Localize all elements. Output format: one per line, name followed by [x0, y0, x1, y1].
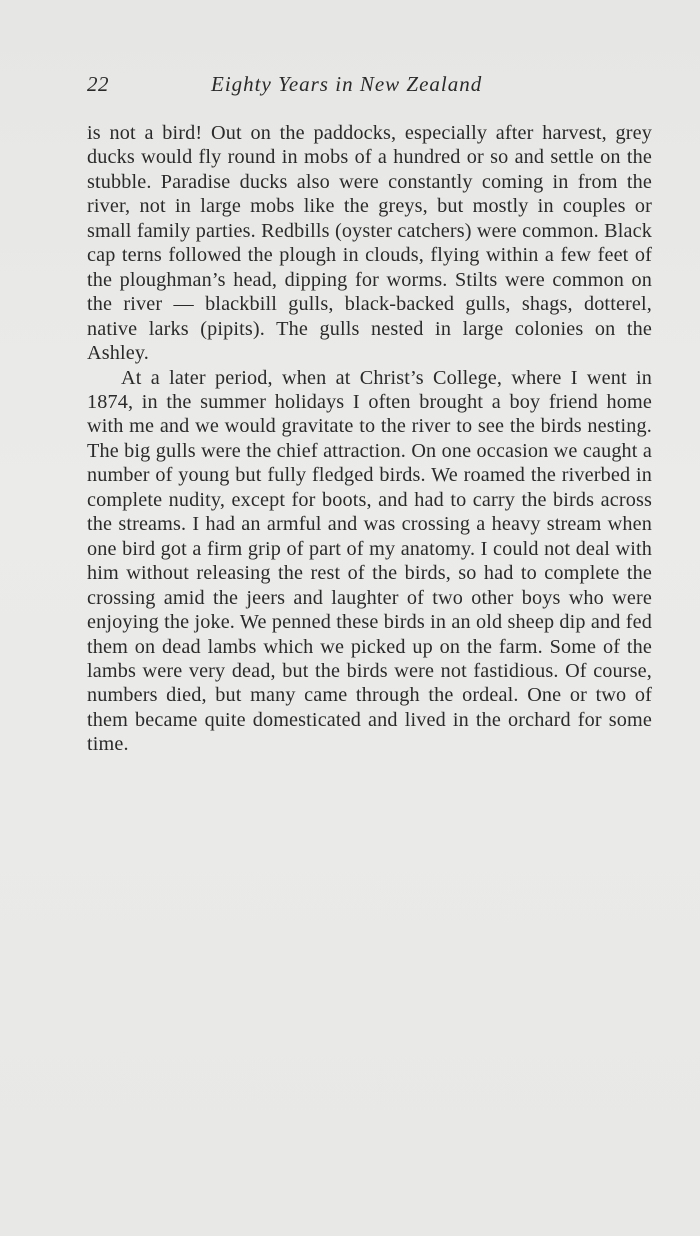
running-header [87, 72, 652, 102]
page-number: 22 [87, 72, 109, 96]
running-title: Eighty Years in New Zealand [211, 72, 483, 96]
paragraph-continuation: is not a bird! Out on the paddocks, especially after harvest, grey ducks would fly round in mobs of a hundred or so and settle on the stubble. Paradise ducks also were constantly coming in from the river, not in large mobs like the greys, but mostly in couples or small family parties. Redbills (oyster catchers) were common. Black cap terns followed the plough in clouds, flying within a few feet of the ploughman’s head, dipping for worms. Stilts were common on the river — blackbill gulls, black-backed gulls, shags, dotterel, native larks (pipits). The gulls nested in large colonies on the Ashley. [87, 122, 652, 365]
body-text [87, 121, 652, 757]
paragraph-christs-college: At a later period, when at Christ’s College, where I went in 1874, in the summer holidays I often brought a boy friend home with me and we would gravitate to the river to see the birds nesting. The big gulls were the chief attraction. On one occasion we caught a number of young but fully fledged birds. We roamed the riverbed in complete nudity, except for boots, and had to carry the birds across the streams. I had an armful and was crossing a heavy stream when one bird got a firm grip of part of my anatomy. I could not deal with him without releasing the rest of the birds, so had to complete the crossing amid the jeers and laughter of two other boys who were enjoying the joke. We penned these birds in an old sheep dip and fed them on dead lambs which we picked up on the farm. Some of the lambs were very dead, but the birds were not fastidious. Of course, numbers died, but many came through the ordeal. One or two of them became quite domesticated and lived in the orchard for some time. [87, 366, 652, 756]
